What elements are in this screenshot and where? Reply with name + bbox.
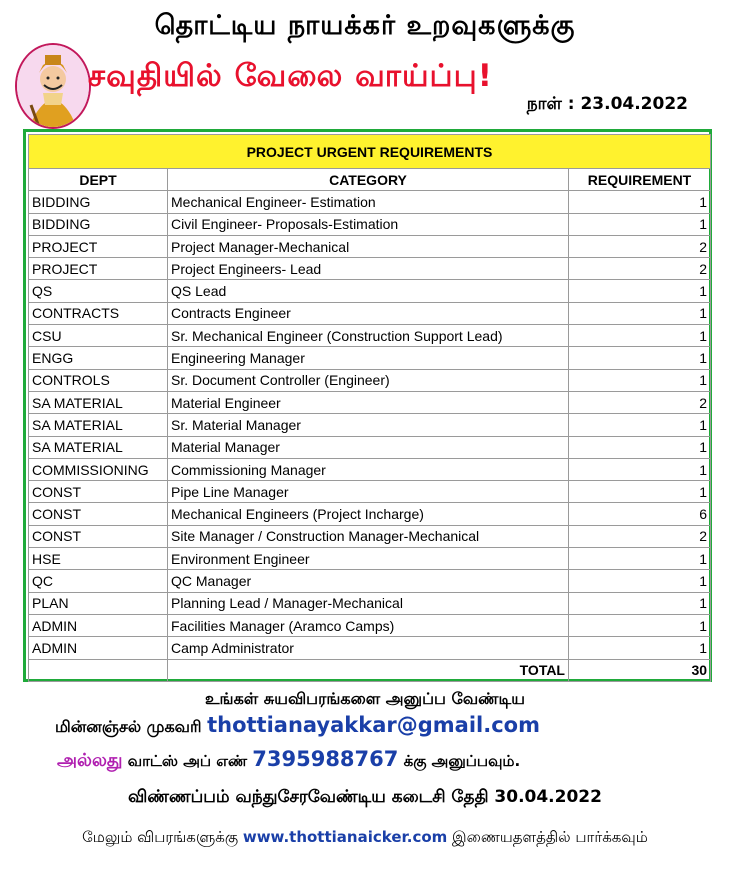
category-cell: Sr. Document Controller (Engineer)	[168, 369, 569, 391]
category-cell: Sr. Material Manager	[168, 414, 569, 436]
phone-number[interactable]: 7395988767	[252, 747, 399, 771]
category-cell: Sr. Mechanical Engineer (Construction Support Lead)	[168, 325, 569, 347]
table-row	[29, 235, 711, 257]
requirement-cell: 2	[569, 258, 711, 280]
category-cell: Material Engineer	[168, 391, 569, 413]
footer-whatsapp-line	[57, 747, 520, 773]
category-cell: Camp Administrator	[168, 637, 569, 659]
or-word: அல்லது	[57, 750, 123, 771]
total-label: TOTAL	[168, 659, 569, 681]
dept-cell: SA MATERIAL	[29, 436, 168, 458]
dept-cell: ADMIN	[29, 614, 168, 636]
requirement-cell: 2	[569, 525, 711, 547]
dept-cell: SA MATERIAL	[29, 391, 168, 413]
total-empty-cell	[29, 659, 168, 681]
requirements-table	[28, 134, 711, 682]
category-cell: Pipe Line Manager	[168, 481, 569, 503]
table-row	[29, 614, 711, 636]
requirement-cell: 1	[569, 548, 711, 570]
category-cell: Material Manager	[168, 436, 569, 458]
table-row	[29, 592, 711, 614]
category-cell: Commissioning Manager	[168, 458, 569, 480]
dept-cell: SA MATERIAL	[29, 414, 168, 436]
dept-cell: CONTROLS	[29, 369, 168, 391]
requirement-cell: 1	[569, 436, 711, 458]
dept-cell: BIDDING	[29, 213, 168, 235]
dept-cell: ENGG	[29, 347, 168, 369]
headline-tamil: தொட்டிய நாயக்கர் உறவுகளுக்கு	[154, 10, 576, 41]
requirement-cell: 2	[569, 235, 711, 257]
king-portrait-icon	[15, 43, 91, 129]
category-cell: Contracts Engineer	[168, 302, 569, 324]
email-label: மின்னஞ்சல் முகவரி	[55, 717, 208, 736]
requirement-cell: 1	[569, 369, 711, 391]
website-line	[0, 828, 730, 848]
column-header-dept: DEPT	[29, 169, 168, 191]
table-row	[29, 503, 711, 525]
dept-cell: QC	[29, 570, 168, 592]
category-cell: Planning Lead / Manager-Mechanical	[168, 592, 569, 614]
table-row	[29, 637, 711, 659]
category-cell: Project Engineers- Lead	[168, 258, 569, 280]
table-row	[29, 458, 711, 480]
table-row	[29, 391, 711, 413]
whatsapp-label: வாட்ஸ் அப் எண்	[122, 752, 253, 770]
send-instruction: க்கு அனுப்பவும்.	[398, 752, 521, 770]
category-cell: Environment Engineer	[168, 548, 569, 570]
table-total-row	[29, 659, 711, 681]
table-banner: PROJECT URGENT REQUIREMENTS	[29, 135, 711, 169]
website-suffix: இணையதளத்தில் பார்க்கவும்	[447, 828, 648, 846]
table-row	[29, 436, 711, 458]
dept-cell: COMMISSIONING	[29, 458, 168, 480]
column-header-category: CATEGORY	[168, 169, 569, 191]
dept-cell: PROJECT	[29, 258, 168, 280]
dept-cell: CONST	[29, 481, 168, 503]
requirement-cell: 1	[569, 637, 711, 659]
category-cell: Mechanical Engineers (Project Incharge)	[168, 503, 569, 525]
table-row	[29, 525, 711, 547]
dept-cell: QS	[29, 280, 168, 302]
requirement-cell: 1	[569, 481, 711, 503]
table-row	[29, 369, 711, 391]
dept-cell: PLAN	[29, 592, 168, 614]
email-address[interactable]: thottianayakkar@gmail.com	[207, 713, 540, 737]
requirement-cell: 1	[569, 280, 711, 302]
table-row	[29, 570, 711, 592]
total-value: 30	[569, 659, 711, 681]
requirement-cell: 1	[569, 191, 711, 213]
column-header-requirement: REQUIREMENT	[569, 169, 711, 191]
table-row	[29, 481, 711, 503]
dept-cell: CSU	[29, 325, 168, 347]
website-label: மேலும் விபரங்களுக்கு	[82, 828, 243, 846]
table-row	[29, 302, 711, 324]
category-cell: QS Lead	[168, 280, 569, 302]
footer-instruction-line: உங்கள் சுயவிபரங்களை அனுப்ப வேண்டிய	[205, 689, 525, 708]
requirement-cell: 1	[569, 614, 711, 636]
category-cell: Engineering Manager	[168, 347, 569, 369]
footer-email-line	[55, 713, 540, 738]
table-row	[29, 280, 711, 302]
table-row	[29, 191, 711, 213]
dept-cell: CONTRACTS	[29, 302, 168, 324]
dept-cell: CONST	[29, 503, 168, 525]
website-link[interactable]: www.thottianaicker.com	[242, 828, 448, 846]
requirement-cell: 1	[569, 570, 711, 592]
requirement-cell: 6	[569, 503, 711, 525]
requirement-cell: 1	[569, 325, 711, 347]
table-row	[29, 414, 711, 436]
table-row	[29, 347, 711, 369]
deadline-line: விண்ணப்பம் வந்துசேரவேண்டிய கடைசி தேதி 30.04.2022	[128, 787, 602, 807]
category-cell: Facilities Manager (Aramco Camps)	[168, 614, 569, 636]
requirement-cell: 1	[569, 414, 711, 436]
category-cell: Site Manager / Construction Manager-Mechanical	[168, 525, 569, 547]
requirements-table-frame	[23, 129, 712, 682]
table-header-row	[29, 169, 711, 191]
requirement-cell: 1	[569, 347, 711, 369]
requirement-cell: 2	[569, 391, 711, 413]
category-cell: Mechanical Engineer- Estimation	[168, 191, 569, 213]
dept-cell: PROJECT	[29, 235, 168, 257]
headline-job-offer: சவுதியில் வேலை வாய்ப்பு!	[88, 58, 493, 94]
requirement-cell: 1	[569, 213, 711, 235]
requirement-cell: 1	[569, 302, 711, 324]
dept-cell: HSE	[29, 548, 168, 570]
dept-cell: CONST	[29, 525, 168, 547]
requirement-cell: 1	[569, 458, 711, 480]
table-row	[29, 258, 711, 280]
notice-date: நாள் : 23.04.2022	[526, 94, 688, 114]
table-row	[29, 325, 711, 347]
requirement-cell: 1	[569, 592, 711, 614]
category-cell: Civil Engineer- Proposals-Estimation	[168, 213, 569, 235]
table-row	[29, 548, 711, 570]
dept-cell: BIDDING	[29, 191, 168, 213]
dept-cell: ADMIN	[29, 637, 168, 659]
table-row	[29, 213, 711, 235]
category-cell: Project Manager-Mechanical	[168, 235, 569, 257]
table-banner-row	[29, 135, 711, 169]
category-cell: QC Manager	[168, 570, 569, 592]
